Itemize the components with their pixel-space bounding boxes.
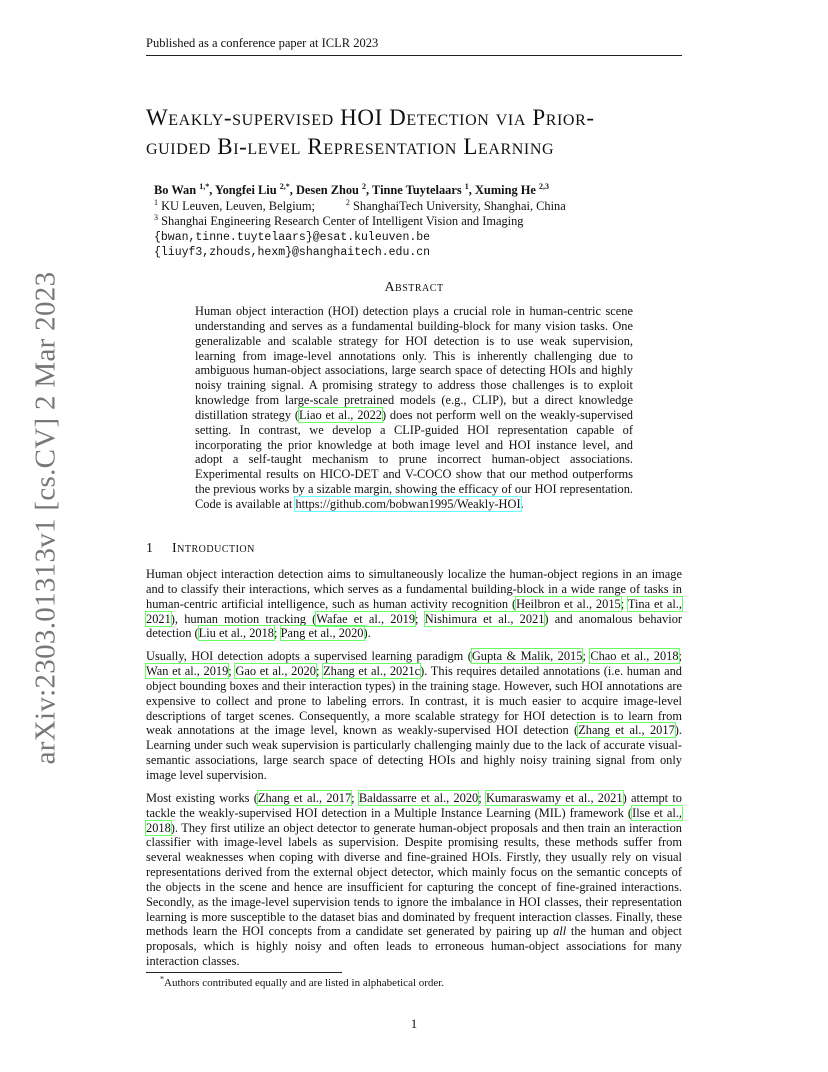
author-name: Xuming He [474,183,536,197]
abstract-text-segment: ) does not perform well on the weakly-supervised setting. In contrast, we develop a CLIP-guided HOI representation capable of incorporating the prior knowledge at both image level and HOI instance level, and adopt a self-taught mechanism to prune incorrect human-object associations. Experimental results on HICO-DET and V-COCO show that our method outperforms the previous works by a sizable margin, showing the efficacy of our HOI representation. Code is available at [195,407,633,511]
author-email: {bwan,tinne.tuytelaars}@esat.kuleuven.be [154,230,431,244]
author-name: Tinne Tuytelaars [372,183,462,197]
citation-separator: ; [582,649,591,664]
author-name: Yongfei Liu [215,183,277,197]
arxiv-identifier: arXiv:2303.01313v1 [cs.CV] 2 Mar 2023 [29,271,62,765]
paragraph-text: ) attempt to tackle the weakly-supervised HOI detection in a Multiple Instance Learning (MIL) framework ( [146,790,682,820]
citation-separator: ; [478,790,486,805]
citation-link[interactable]: Tina et al., 2021 [146,596,682,626]
citation-separator: ; [351,790,359,805]
citation-link[interactable]: Liao et al., 2022 [298,407,382,422]
citation-link[interactable]: Zhang et al., 2017 [257,790,352,805]
citation-link[interactable]: Heilbron et al., 2015 [516,596,621,611]
title-line-2: guided Bi-level Representation Learning [146,134,555,159]
citation-link[interactable]: Ilse et al., 2018 [146,805,682,835]
citation-link[interactable]: Chao et al., 2018 [590,649,679,664]
footnote-text: Authors contributed equally and are listed in alphabetical order. [164,977,445,989]
citation-separator: ; [415,611,425,626]
page-number: 1 [410,1016,418,1031]
paragraph-text: the human and object proposals, which is highly noisy and often leads to erroneous human-object associations for many interaction classes. [146,924,682,969]
affiliation-number: 1 [154,197,158,207]
citation-separator: ; [620,596,628,611]
citation-link[interactable]: Gao et al., 2020 [235,664,316,679]
introduction-body [146,567,682,977]
paragraph-text: Most existing works ( [146,790,258,805]
citation-separator: ; [274,626,281,641]
author-affiliation-mark: 1,* [199,181,210,191]
citation-link[interactable]: Nishimura et al., 2021 [424,611,545,626]
emphasized-word: all [553,924,567,939]
abstract-heading: Abstract [384,280,444,295]
abstract-text [195,304,633,512]
citation-link[interactable]: Kumaraswamy et al., 2021 [485,790,623,805]
citation-link[interactable]: Pang et al., 2020 [280,626,364,641]
affiliation-number: 2 [345,197,350,207]
footnote [160,974,680,989]
footnote-divider [146,972,342,973]
citation-link[interactable]: Wan et al., 2019 [146,664,229,679]
citation-link[interactable]: Zhang et al., 2021c [323,664,421,679]
paragraph-text: ). [363,626,371,641]
author-affiliation-mark: 2 [362,181,367,191]
author-affiliation-mark: 2,3 [539,181,550,191]
author-affiliation-mark: 2,* [279,181,290,191]
affiliation-line [154,214,694,230]
affiliation-ku-leuven: KU Leuven, Leuven, Belgium; [161,198,315,213]
running-header: Published as a conference paper at ICLR 2023 [146,36,682,56]
author-affiliation-mark: 1 [464,181,469,191]
paragraph [146,649,682,783]
paper-title [146,103,706,161]
section-title: Introduction [172,541,255,556]
paragraph-text: ), human motion tracking ( [170,611,317,626]
affiliation-line [154,199,694,215]
paragraph-text: Usually, HOI detection adopts a supervised learning paradigm ( [146,649,472,664]
citation-link[interactable]: Baldassarre et al., 2020 [358,790,479,805]
author-block [154,183,694,261]
author-names: Bo Wan $^{1,*}$, Yongfei Liu $^{2,*}$, Desen Zhou $^2$, Tinne Tuytelaars $^1$, Xuming He $^{2,3}$ [154,181,550,197]
citation-separator: ; [315,664,324,679]
citation-separator: ; [228,664,236,679]
author-email: {liuyf3,zhouds,hexm}@shanghaitech.edu.cn [154,246,431,259]
abstract-text-segment: . [520,496,524,511]
abstract-text-segment: Human object interaction (HOI) detection plays a crucial role in human-centric scene understanding and serves as a fundamental building-block for many vision tasks. One generalizable and scalable strategy for HOI detection is to use weak supervision, learning from image-level annotations only. This is inherently challenging due to ambiguous human-object associations, large search space of detecting HOIs and highly noisy training signal. A promising strategy to address those challenges is to exploit knowledge from large-scale pretrained models (e.g., CLIP), but a direct knowledge distillation strategy ( [195,304,633,422]
citation-separator: ; [678,649,682,664]
citation-link[interactable]: Zhang et al., 2017 [578,723,675,738]
code-url-link[interactable]: https://github.com/bobwan1995/Weakly-HOI [295,496,521,511]
citation-link[interactable]: Gupta & Malik, 2015 [471,649,583,664]
paragraph [146,791,682,969]
affiliation-shanghaitech: ShanghaiTech University, Shanghai, China [353,198,566,213]
author-name: Desen Zhou [295,183,359,197]
section-heading-introduction [146,541,682,557]
affiliation-number: 3 [154,212,158,222]
section-number: 1 [146,541,154,556]
paragraph-text: ). They first utilize an object detector to generate human-object proposals and then train an interaction classifier with image-level labels as supervision. Despite promising results, these methods suffer from several weaknesses when coping with diverse and fine-grained HOIs. Firstly, they usually rely on visual representations derived from the external object detector, which mainly focus on the semantic concepts of the objects in the scene and hence are insufficient for capturing the concept of fine-grained interactions. Secondly, as the image-level supervision tends to ignore the imbalance in HOI classes, their representation learning is more susceptible to the dataset bias and dominated by frequent interaction classes. Finally, these methods learn the HOI concepts from a candidate set generated by pairing up [146,820,682,939]
affiliation-research-center: Shanghai Engineering Research Center of Intelligent Vision and Imaging [161,214,524,228]
paragraph-text: ). Learning under such weak supervision is particularly challenging mainly due to the lack of accurate visual-semantic associations, large search space of detecting HOIs and highly noisy training signal from only image level supervision. [146,723,682,782]
citation-link[interactable]: Liu et al., 2018 [198,626,275,641]
paragraph [146,567,682,641]
paragraph-text: ). This requires detailed annotations (i.e. human and object bounding boxes and their interaction types) in the training stage. However, such HOI annotations are expensive to collect and prone to labeling errors. In contrast, it is much easier to acquire image-level descriptions of target scenes. Consequently, a more scalable strategy for HOI detection is to learn from weak annotations at the image level, known as weakly-supervised HOI detection ( [146,664,683,738]
citation-link[interactable]: Wafae et al., 2019 [316,611,416,626]
author-name: Bo Wan [154,183,197,197]
paragraph-text: Human object interaction detection aims to simultaneously localize the human-object regions in an image and to classify their interactions, which serves as a fundamental building-block in a wide range of tasks in human-centric artificial intelligence, such as human activity recognition ( [146,567,682,611]
paragraph-text: ) and anomalous behavior detection ( [146,611,683,641]
title-line-1: Weakly-supervised HOI Detection via Prior- [146,105,595,130]
footnote-mark: * [160,974,164,984]
